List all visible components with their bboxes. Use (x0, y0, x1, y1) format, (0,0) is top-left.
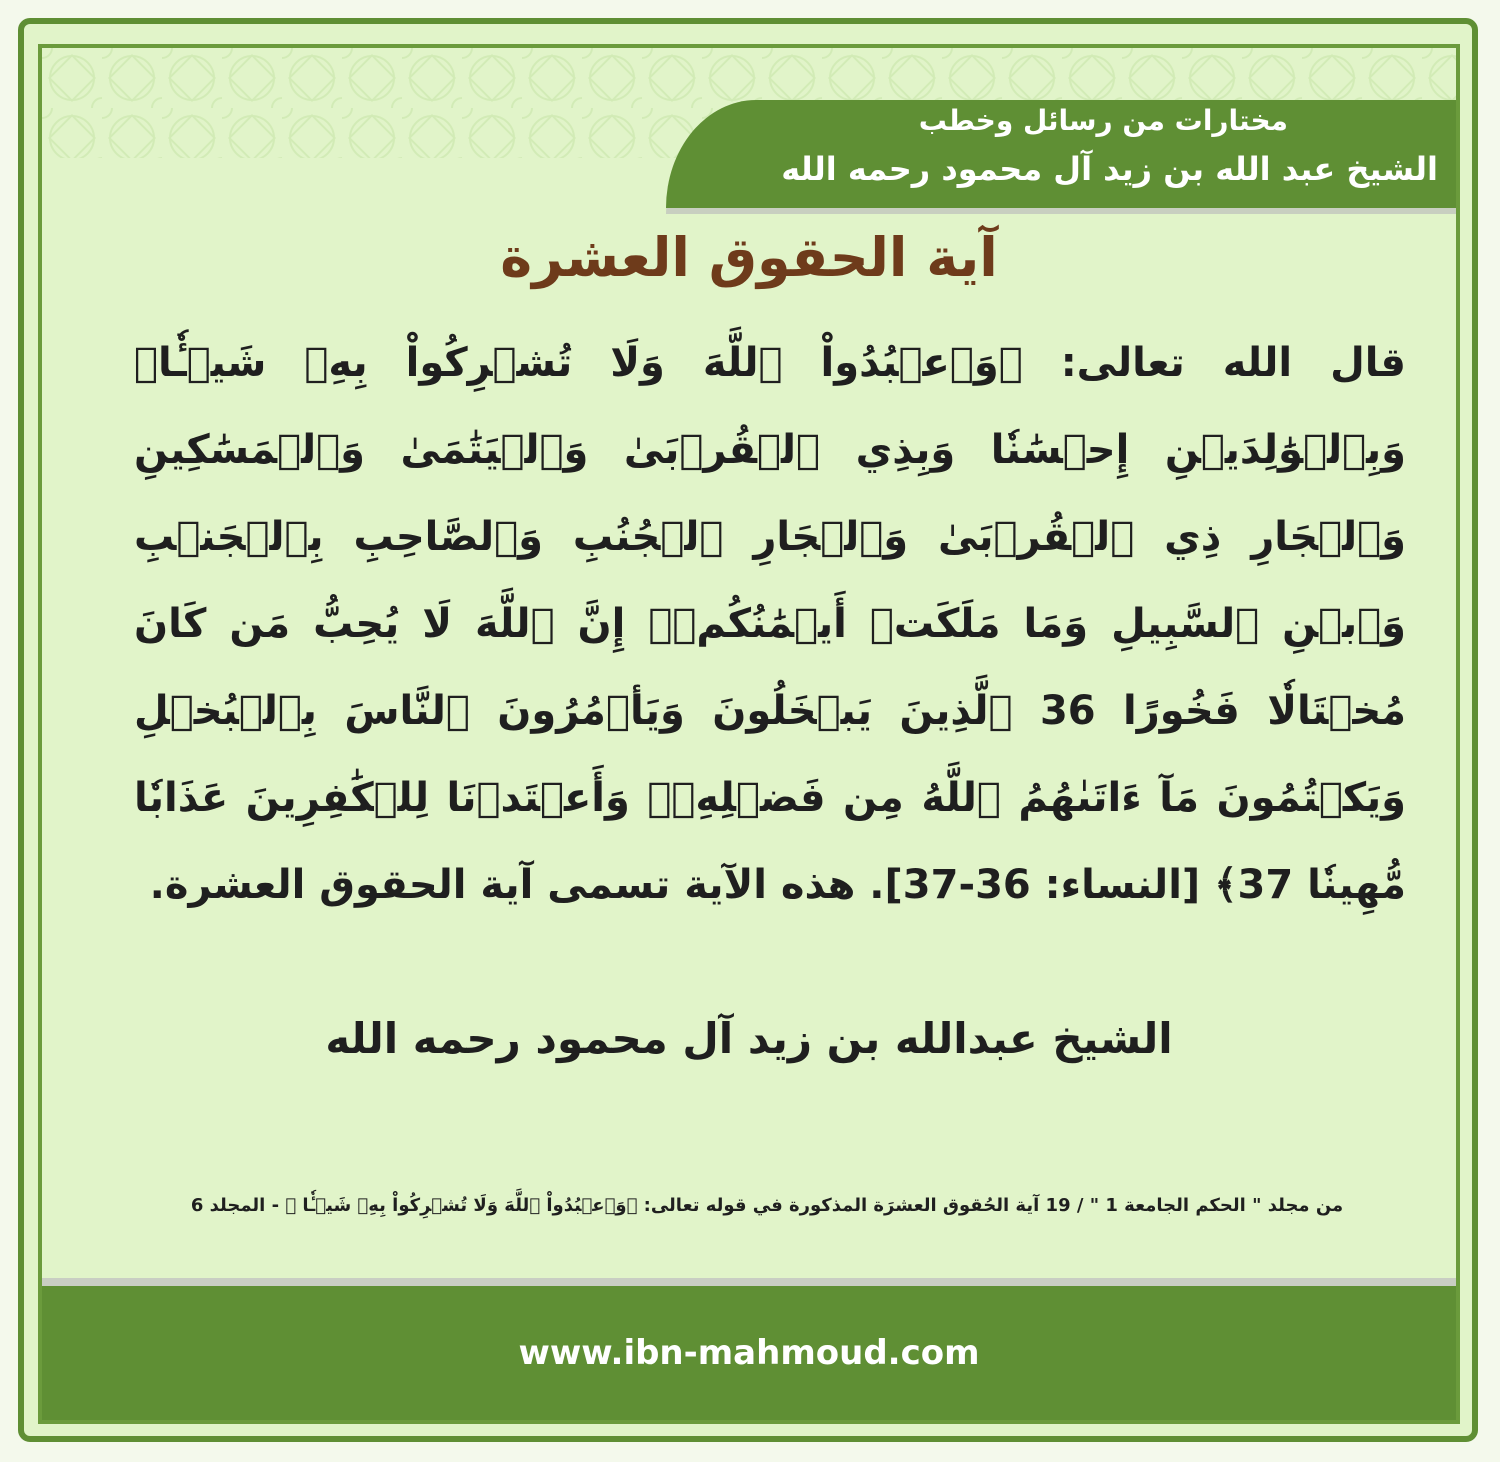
page-title: آية الحقوق العشرة (500, 226, 998, 289)
header-banner (666, 100, 1456, 208)
website-link[interactable]: www.ibn-mahmoud.com (518, 1333, 980, 1373)
source-reference: من مجلد " الحكم الجامعة 1 " / 19 آية الحُقوق العشرَة المذكورة في قوله تعالى: ﴿وَٱعۡبُدُواْ ٱللَّهَ وَلَا تُشۡرِكُواْ بِهِۦ شَيۡـٔٗا ﴾ - المجلد 6 (190, 1195, 1344, 1216)
card (38, 44, 1460, 1424)
verse-body: قال الله تعالى: ﴿وَٱعۡبُدُواْ ٱللَّهَ وَلَا تُشۡرِكُواْ بِهِۦ شَيۡـٔٗاۖ وَبِٱلۡوَٰلِدَيۡنِ إِحۡسَٰنٗا وَبِذِي ٱلۡقُرۡبَىٰ وَٱلۡيَتَٰمَىٰ وَٱلۡمَسَٰكِينِ وَٱلۡجَارِ ذِي ٱلۡقُرۡبَىٰ وَٱلۡجَارِ ٱلۡجُنُبِ وَٱلصَّاحِبِ بِٱلۡجَنۢبِ وَٱبۡنِ ٱلسَّبِيلِ وَمَا مَلَكَتۡ أَيۡمَٰنُكُمۡۗ إِنَّ ٱللَّهَ لَا يُحِبُّ مَن كَانَ مُخۡتَالٗا فَخُورًا 36 ٱلَّذِينَ يَبۡخَلُونَ وَيَأۡمُرُونَ ٱلنَّاسَ بِٱلۡبُخۡلِ وَيَكۡتُمُونَ مَآ ءَاتَىٰهُمُ ٱللَّهُ مِن فَضۡلِهِۦۗ وَأَعۡتَدۡنَا لِلۡكَٰفِرِينَ عَذَابٗا مُّهِينٗا 37﴾ [النساء: 36-37]. هذه الآية تسمى آية الحقوق العشرة. (134, 340, 1406, 908)
author-signature: الشيخ عبدالله بن زيد آل محمود رحمه الله (325, 1014, 1173, 1063)
header-series-title: مختارات من رسائل وخطب (918, 104, 1288, 137)
footer-bar (42, 1286, 1456, 1420)
footer-divider (42, 1278, 1456, 1286)
header-author-name: الشيخ عبد الله بن زيد آل محمود رحمه الله (781, 150, 1438, 188)
